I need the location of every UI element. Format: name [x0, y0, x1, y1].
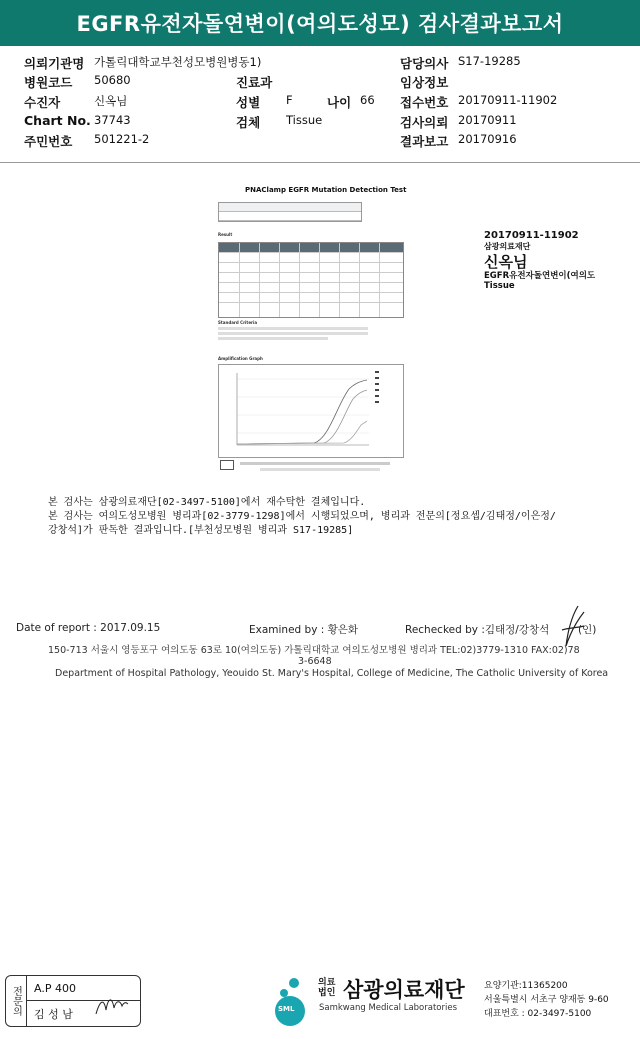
note-line-1: 본 검사는 삼광의료재단[02-3497-5100]에서 재수탁한 결체입니다. [48, 497, 366, 508]
result-table [218, 242, 404, 318]
report-title: EGFR유전자돌연변이(여의도성모) 검사결과보고서 [0, 0, 640, 46]
curve-1 [237, 380, 367, 444]
stamp-label: 전문의 [10, 986, 22, 1016]
report-date-label: 결과보고 [400, 134, 449, 149]
address-korean-cont: 3-6648 [298, 656, 332, 667]
specimen-value: Tissue [286, 113, 323, 127]
examined-by: Examined by : 황은화 [249, 624, 359, 636]
clinical-info-label: 임상정보 [400, 75, 449, 90]
stamp-patient: 신옥님 [484, 253, 528, 271]
chart-no-value: 37743 [94, 113, 131, 127]
curve-2 [237, 390, 367, 444]
patient-name: 신옥님 [94, 94, 128, 108]
address-korean: 150-713 서울시 영등포구 여의도동 63로 10(여의도동) 가톨릭대학교 여의도성모병원 병리과 TEL:02)3779-1310 FAX:02)78 [48, 645, 580, 656]
id-value: 501221-2 [94, 132, 150, 146]
accession-label: 접수번호 [400, 95, 449, 110]
pathologist-name: 김 성 남 [34, 1008, 73, 1021]
amplification-graph-svg [219, 365, 403, 457]
note-line-3: 강창석]가 판독한 결과입니다.[부천성모병원 병리과 S17-19285] [48, 525, 354, 536]
criteria-line [218, 337, 328, 340]
sml-logo-icon [266, 975, 312, 1027]
stamp-org: 삼광의료재단 [484, 242, 531, 251]
pathologist-signature [92, 990, 132, 1020]
catholic-logo-icon [220, 460, 234, 470]
date-of-report: Date of report : 2017.09.15 [16, 622, 161, 634]
stamp-specimen: Tissue [484, 281, 515, 291]
stamp-accession: 20170911-11902 [484, 230, 579, 241]
org-address: 서울특별시 서초구 양재동 9-60 [484, 995, 609, 1005]
stamp-test: EGFR유전자돌연변이(여의도 [484, 271, 596, 281]
license-no: 요양기관:11365200 [484, 981, 568, 991]
hospital-code-label: 병원코드 [24, 75, 73, 90]
report-date-value: 20170916 [458, 132, 517, 146]
hospital-code-value: 50680 [94, 73, 131, 87]
sml-text: SML [278, 1005, 295, 1013]
department-label: 진료과 [236, 75, 273, 90]
pathologist-stamp-box [5, 975, 141, 1027]
ap-number: A.P 400 [34, 982, 76, 995]
request-date-label: 검사의뢰 [400, 115, 449, 130]
accession-value: 20170911-11902 [458, 93, 558, 107]
attending-physician-value: S17-19285 [458, 54, 521, 68]
sex-label: 성별 [236, 95, 261, 110]
scanned-footer-line [260, 468, 380, 471]
specimen-label: 검체 [236, 115, 261, 130]
id-label: 주민번호 [24, 134, 73, 149]
graph-section-label: Amplification Graph [218, 356, 263, 361]
result-section-label: Result [218, 232, 233, 237]
patient-mini-table [218, 202, 362, 222]
sex-value: F [286, 93, 293, 107]
patient-label: 수진자 [24, 95, 61, 110]
amplification-graph [218, 364, 404, 458]
requesting-institution-value: 가톨릭대학교부천성모병원병동1) [94, 55, 262, 69]
scanned-report-title: PNAClamp EGFR Mutation Detection Test [245, 186, 407, 194]
address-english: Department of Hospital Pathology, Yeouido St. Mary's Hospital, College of Medicine, The Catholic University of Korea [55, 668, 609, 679]
requesting-institution-label: 의뢰기관명 [24, 56, 85, 71]
specimen-stamp [480, 228, 616, 294]
age-label: 나이 [327, 95, 352, 110]
scanned-footer-line [240, 462, 390, 465]
org-english: Samkwang Medical Laboratories [319, 1003, 458, 1013]
org-name: 삼광의료재단 [343, 978, 465, 1002]
criteria-line [218, 327, 368, 330]
request-date-value: 20170911 [458, 113, 517, 127]
org-small: 의료법인 [318, 978, 336, 998]
attending-physician-label: 담당의사 [400, 56, 449, 71]
criteria-section-label: Standard Criteria [218, 320, 258, 325]
chart-no-label: Chart No. [24, 113, 91, 128]
rechecked-by: Rechecked by :김태정/강창석 [405, 624, 550, 636]
patient-info-block [0, 46, 640, 163]
age-value: 66 [360, 93, 375, 107]
org-phone: 대표번호 : 02-3497-5100 [484, 1009, 592, 1019]
note-line-2: 본 검사는 여의도성모병원 병리과[02-3779-1298]에서 시행되었으며, 병리과 전문의[정요셉/김태정/이은정/ [48, 511, 556, 522]
criteria-line [218, 332, 368, 335]
curve-3 [237, 421, 367, 444]
signature-mark: (인) [578, 624, 597, 636]
